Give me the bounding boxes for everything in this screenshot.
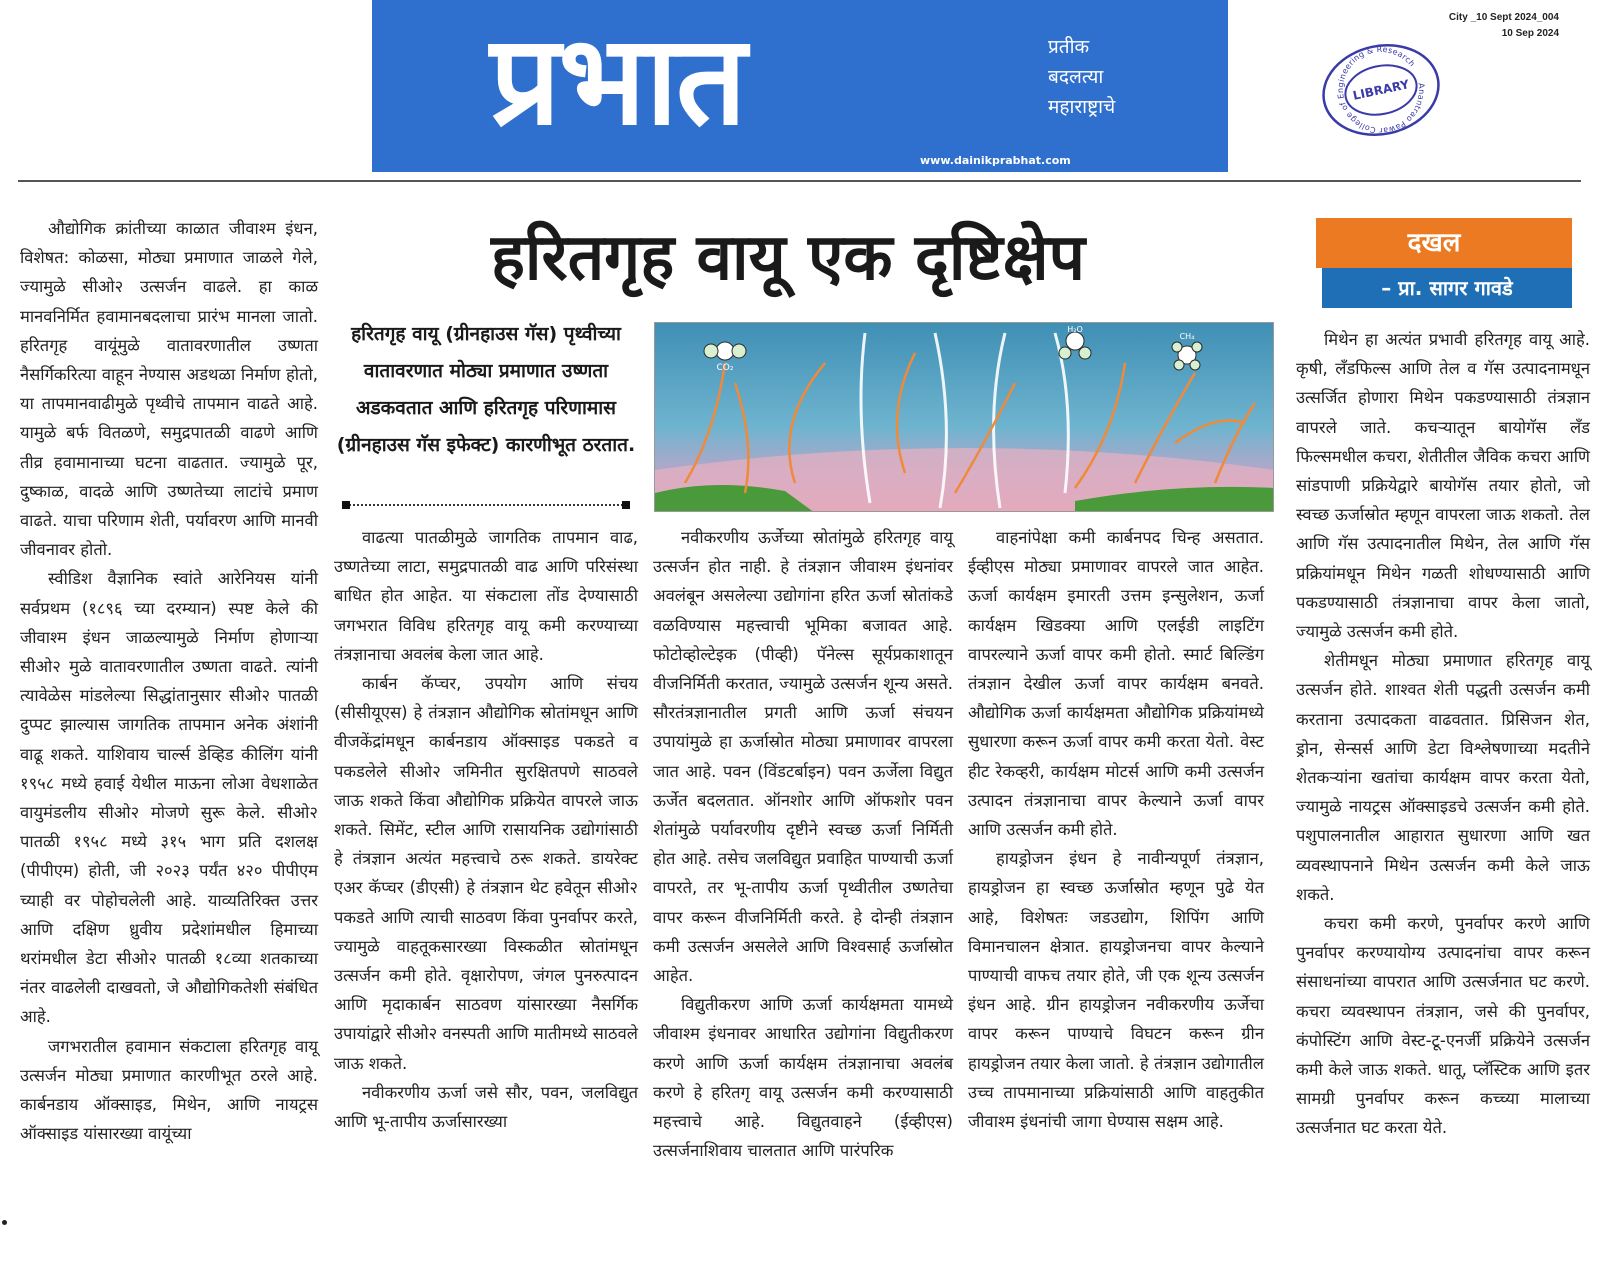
label-co2: CO₂	[716, 363, 734, 373]
edition-label: City _10 Sept 2024_004	[1448, 12, 1559, 23]
margin-mark	[2, 1220, 7, 1225]
tagline-line-1: प्रतीक	[1048, 36, 1090, 58]
paragraph: नवीकरणीय ऊर्जेच्या स्रोतांमुळे हरितगृह वायू उत्सर्जन होत नाही. हे तंत्रज्ञान जीवाश्म इंधनांवर अवलंबून असलेल्या उद्योगांना हरित ऊर्जा स्रोतांकडे वळविण्यास महत्त्वाची भूमिका बजावत आहे. फोटोव्होल्टेइक (पीव्ही) पॅनेल्स सूर्यप्रकाशातून वीजनिर्मिती करतात, ज्यामुळे उत्सर्जन शून्य असते. सौरतंत्रज्ञानातील प्रगती आणि ऊर्जा संचयन उपायांमुळे हा ऊर्जास्रोत मोठ्या प्रमाणावर वापरला जात आहे. पवन (विंडटर्बाइन) पवन ऊर्जेला विद्युत ऊर्जेत बदलतात. ऑनशोर आणि ऑफशोर पवन शेतांमुळे पर्यावरणीय दृष्टीने स्वच्छ ऊर्जा निर्मिती होत आहे. तसेच जलविद्युत प्रवाहित पाण्याची ऊर्जा वापरते, तर भू-तापीय ऊर्जा पृथ्वीतील उष्णतेचा वापर करून वीजनिर्मिती करते. हे दोन्ही तंत्रज्ञान कमी उत्सर्जन असलेले आणि विश्वसार्ह ऊर्जास्रोत आहेत.	[653, 528, 953, 986]
edition-date: 10 Sep 2024	[1501, 28, 1559, 39]
article-column-1	[20, 214, 318, 1149]
paragraph: जगभरातील हवामान संकटाला हरितगृह वायू उत्सर्जन मोठ्या प्रमाणात कारणीभूत ठरले आहे. कार्बनडाय ऑक्साइड, मिथेन, आणि नायट्रस ऑक्साइड यांसारख्या वायूंच्या	[20, 1036, 318, 1144]
paragraph: वाहनांपेक्षा कमी कार्बनपद चिन्ह असतात. ईव्हीएस मोठ्या प्रमाणावर वापरले जात आहेत. ऊर्जा कार्यक्षम इमारती उत्तम इन्सुलेशन, ऊर्जा कार्यक्षम खिडक्या आणि एलईडी लाइटिंग वापरल्याने ऊर्जा वापर कमी होतो. स्मार्ट बिल्डिंग तंत्रज्ञान देखील ऊर्जा वापर कार्यक्षम बनवते. औद्योगिक ऊर्जा कार्यक्षमता औद्योगिक प्रक्रियांमध्ये सुधारणा करून ऊर्जा वापर कमी करता येतो. वेस्ट हीट रेकव्हरी, कार्यक्षम मोटर्स आणि कमी उत्सर्जन उत्पादन तंत्रज्ञानाचा वापर केल्याने ऊर्जा वापर आणि उत्सर्जन कमी होते.	[968, 528, 1264, 840]
paragraph: मिथेन हा अत्यंत प्रभावी हरितगृह वायू आहे. कृषी, लँडफिल्स आणि तेल व गॅस उत्पादनामधून उत्सर्जित होणारा मिथेन पकडण्यासाठी तंत्रज्ञान वापरले जाते. कचऱ्यातून बायोगॅस लँड फिल्समधील कचरा, शेतीतील जैविक कचरा आणि सांडपाणी प्रक्रियेद्वारे बायोगॅस तयार होतो, जो स्वच्छ ऊर्जास्रोत म्हणून वापरला जाऊ शकतो. तेल आणि गॅस उत्पादनातील मिथेन, तेल आणि गॅस प्रक्रियांमधून मिथेन गळती शोधण्यासाठी आणि पकडण्यासाठी तंत्रज्ञानाचा वापर केला जातो, ज्यामुळे उत्सर्जन कमी होते.	[1296, 330, 1590, 642]
masthead-website: www.dainikprabhat.com	[920, 154, 1071, 167]
greenhouse-effect-illustration	[654, 322, 1274, 512]
masthead	[372, 0, 1228, 172]
article-column-3	[653, 523, 953, 1165]
paragraph: कार्बन कॅप्चर, उपयोग आणि संचय (सीसीयूएस) हे तंत्रज्ञान औद्योगिक स्रोतांमधून आणि वीजकेंद्रांमधून कार्बनडाय ऑक्साइड पकडते व पकडलेले सीओ२ जमिनीत सुरक्षितपणे साठवले जाऊ शकते किंवा औद्योगिक प्रक्रियेत वापरले जाऊ शकते. सिमेंट, स्टील आणि रासायनिक उद्योगांसाठी हे तंत्रज्ञान अत्यंत महत्त्वाचे ठरू शकते. डायरेक्ट एअर कॅप्चर (डीएसी) हे तंत्रज्ञान थेट हवेतून सीओ२ पकडते आणि त्याची साठवण किंवा पुनर्वापर करते, ज्यामुळे वाहतूकसारख्या विस्कळीत स्रोतांमधून उत्सर्जन कमी होते. वृक्षारोपण, जंगल पुनरुत्पादन आणि मृदाकार्बन साठवण यांसारख्या नैसर्गिक उपायांद्वारे सीओ२ वनस्पती आणि मातीमध्ये साठवले जाऊ शकते.	[334, 674, 638, 1073]
edition-info	[1449, 10, 1559, 42]
library-stamp	[1316, 40, 1446, 140]
paragraph: नवीकरणीय ऊर्जा जसे सौर, पवन, जलविद्युत आणि भू-तापीय ऊर्जासारख्या	[334, 1082, 638, 1132]
tagline-line-3: महाराष्ट्राचे	[1048, 96, 1116, 118]
newspaper-logo: प्रभात	[490, 9, 745, 153]
header-divider	[18, 180, 1581, 182]
paragraph: औद्योगिक क्रांतीच्या काळात जीवाश्म इंधन, विशेषत: कोळसा, मोठ्या प्रमाणात जाळले गेले, ज्यामुळे सीओ२ उत्सर्जन वाढले. हा काळ मानवनिर्मित हवामानबदलाचा प्रारंभ मानला जातो. हरितगृह वायूंमुळे वातावरणातील उष्णता नैसर्गिकरित्या वाहून नेण्यास अडथळा निर्माण होतो, या तापमानवाढीमुळे पृथ्वीचे तापमान वाढते आहे. यामुळे बर्फ वितळणे, समुद्रपातळी वाढणे आणि तीव्र हवामानाच्या घटना वाढतात. ज्यामुळे पूर, दुष्काळ, वादळे आणि उष्णतेच्या लाटांचे प्रमाण वाढते. याचा परिणाम शेती, पर्यावरण आणि मानवी जीवनावर होतो.	[20, 219, 318, 560]
paragraph: विद्युतीकरण आणि ऊर्जा कार्यक्षमता यामध्ये जीवाश्म इंधनावर आधारित उद्योगांना विद्युतीकरण करणे आणि ऊर्जा कार्यक्षम तंत्रज्ञानाचा अवलंब करणे हे हरितगृ वायू उत्सर्जन कमी करण्यासाठी महत्त्वाचे आहे. विद्युतवाहने (ईव्हीएस) उत्सर्जनाशिवाय चालतात आणि पारंपरिक	[653, 995, 953, 1161]
stamp-center-text: LIBRARY	[1351, 77, 1411, 103]
stamp-ring-text: Anantrao Pawar College of Engineering & Research	[1335, 44, 1427, 135]
paragraph: वाढत्या पातळीमुळे जागतिक तापमान वाढ, उष्णतेच्या लाटा, समुद्रपातळी वाढ आणि परिसंस्था बाधित होत आहेत. या संकटाला तोंड देण्यासाठी जगभरात विविध हरितगृह वायू कमी करण्याच्या तंत्रज्ञानाचा अवलंब केला जात आहे.	[334, 528, 638, 664]
section-label: दखल	[1316, 218, 1572, 268]
paragraph: स्वीडिश वैज्ञानिक स्वांते आरेनियस यांनी सर्वप्रथम (१८९६ च्या दरम्यान) स्पष्ट केले की जीवाश्म इंधन जाळल्यामुळे निर्माण होणाऱ्या सीओ२ मुळे वातावरणातील उष्णता वाढते. त्यांनी त्यावेळेस मांडलेल्या सिद्धांतानुसार सीओ२ पातळी दुप्पट झाल्यास जागतिक तापमान अनेक अंशांनी वाढू शकते. याशिवाय चार्ल्स डेव्हिड कीलिंग यांनी १९५८ मध्ये हवाई येथील माऊना लोआ वेधशाळेत वायुमंडलीय सीओ२ मोजणे सुरू केले. सीओ२ पातळी १९५८ मध्ये ३१५ भाग प्रति दशलक्ष (पीपीएम) होती, जी २०२३ पर्यंत ४२० पीपीएम च्याही वर पोहोचलेली आहे. याव्यतिरिक्त उत्तर आणि दक्षिण ध्रुवीय प्रदेशांमधील हिमाच्या थरांमधील डेटा सीओ२ पातळी १८व्या शतकाच्या नंतर वाढलेली दाखवतो, जे औद्योगिकतेशी संबंधित आहे.	[20, 569, 318, 1027]
byline	[1316, 218, 1572, 308]
label-ch4: CH₄	[1179, 332, 1195, 341]
article-column-5	[1296, 325, 1590, 1143]
intro-divider	[346, 504, 626, 506]
masthead-tagline	[1048, 32, 1115, 122]
paragraph: कचरा कमी करणे, पुनर्वापर करणे आणि पुनर्वापर करण्यायोग्य उत्पादनांचा वापर करून संसाधनांच्या वापरात आणि उत्सर्जनात घट करणे. कचरा व्यवस्थापन तंत्रज्ञान, जसे की पुनर्वापर, कंपोस्टिंग आणि वेस्ट-टू-एनर्जी प्रक्रियेने उत्सर्जन कमी केले जाऊ शकते. धातू, प्लॅस्टिक आणि इतर सामग्री पुनर्वापर करून कच्च्या मालाच्या उत्सर्जनात घट करता येते.	[1296, 914, 1590, 1138]
article-intro: हरितगृह वायू (ग्रीनहाउस गॅस) पृथ्वीच्या वातावरणात मोठ्या प्रमाणात उष्णता अडकवतात आणि हरितगृह परिणामास (ग्रीनहाउस गॅस इफेक्ट) कारणीभूत ठरतात.	[336, 323, 636, 456]
paragraph: हायड्रोजन इंधन हे नावीन्यपूर्ण तंत्रज्ञान, हायड्रोजन हा स्वच्छ ऊर्जास्रोत म्हणून पुढे येत आहे, विशेषतः जडउद्योग, शिपिंग आणि विमानचालन क्षेत्रात. हायड्रोजनचा वापर केल्याने पाण्याची वाफच तयार होते, जी एक शून्य उत्सर्जन इंधन आहे. ग्रीन हायड्रोजन नवीकरणीय ऊर्जेचा वापर करून पाण्याचे विघटन करून ग्रीन हायड्रोजन तयार केला जातो. हे तंत्रज्ञान उद्योगातील उच्च तापमानाच्या प्रक्रियांसाठी आणि वाहतुकीत जीवाश्म इंधनांची जागा घेण्यास सक्षम आहे.	[968, 849, 1264, 1132]
article-headline: हरितगृह वायू एक दृष्टिक्षेप	[490, 221, 1086, 295]
paragraph: शेतीमधून मोठ्या प्रमाणात हरितगृह वायू उत्सर्जन होते. शाश्वत शेती पद्धती उत्सर्जन कमी करताना उत्पादकता वाढवतात. प्रिसिजन शेत, ड्रोन, सेन्सर्स आणि डेटा विश्लेषणाच्या मदतीने शेतकऱ्यांना खतांचा कार्यक्षम वापर करता येतो, ज्यामुळे नायट्रस ऑक्साइडचे उत्सर्जन कमी होते. पशुपालनातील आहारात सुधारणा आणि खत व्यवस्थापनाने मिथेन उत्सर्जन कमी केले जाऊ शकते.	[1296, 651, 1590, 904]
label-h2o: H₂O	[1067, 325, 1083, 334]
author-name: – प्रा. सागर गावडे	[1322, 268, 1572, 308]
tagline-line-2: बदलत्या	[1048, 66, 1104, 88]
article-column-4	[968, 523, 1264, 1136]
article-column-2	[334, 523, 638, 1136]
